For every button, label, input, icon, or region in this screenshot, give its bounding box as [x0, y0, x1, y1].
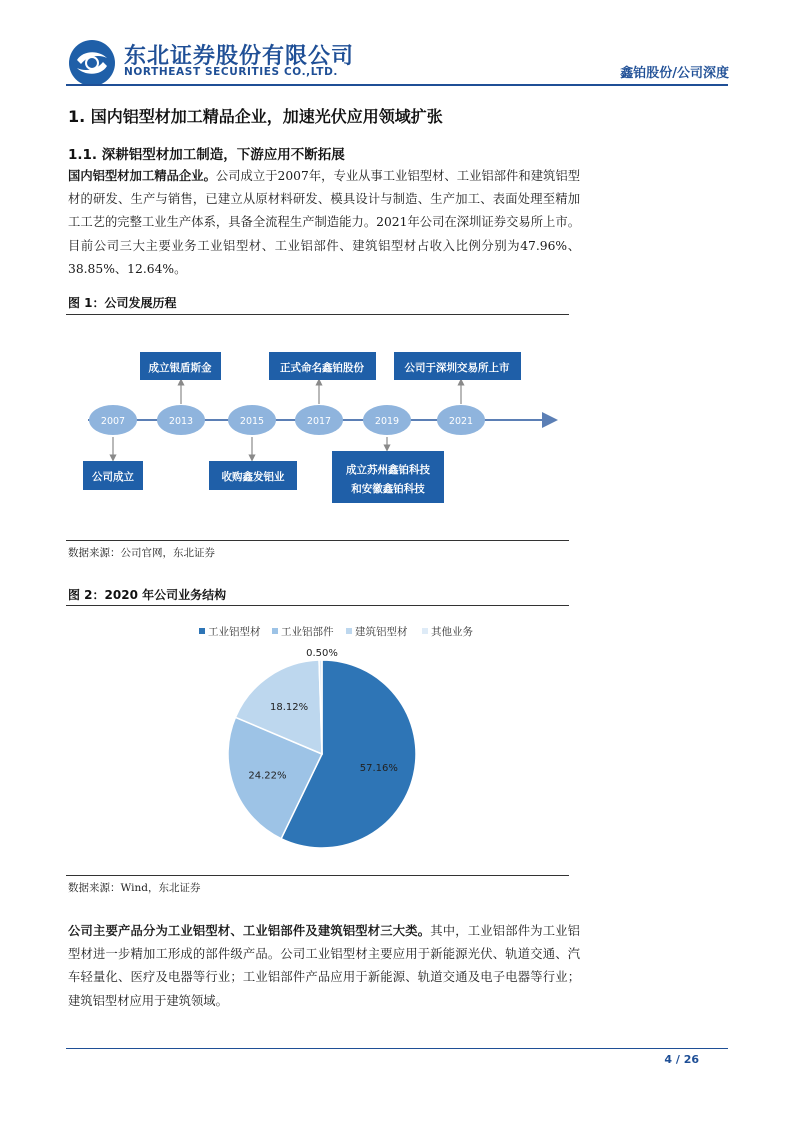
legend-label: 其他业务	[431, 626, 473, 638]
year-node-2017	[295, 405, 343, 435]
year-label: 2013	[168, 416, 194, 427]
report-tag: 鑫铂股份/公司深度	[620, 66, 729, 81]
intro-lead: 国内铝型材加工精品企业。	[68, 169, 216, 183]
page-number: 4 / 26	[664, 1053, 699, 1066]
event-text: 公司成立	[92, 471, 134, 483]
event-box-2021	[394, 352, 521, 380]
pie-data-label: 24.22%	[248, 770, 287, 782]
year-node-2013	[157, 405, 205, 435]
legend-swatch	[272, 628, 278, 634]
intro-paragraph	[68, 165, 580, 281]
event-text: 正式命名鑫铂股份	[280, 362, 364, 374]
company-logo-icon	[69, 40, 115, 86]
year-label: 2019	[374, 416, 400, 427]
event-box-2017	[269, 352, 376, 380]
year-label: 2021	[448, 416, 474, 427]
legend-entry	[346, 625, 408, 638]
company-name-cn: 东北证券股份有限公司	[124, 44, 355, 69]
pie-data-label: 57.16%	[359, 762, 398, 774]
timeline-diagram	[66, 320, 569, 540]
event-box-2019	[332, 451, 444, 503]
company-name-en: NORTHEAST SECURITIES CO.,LTD.	[124, 66, 338, 78]
section-heading: 1. 国内铝型材加工精品企业，加速光伏应用领域扩张	[68, 107, 443, 126]
products-lead: 公司主要产品分为工业铝型材、工业铝部件及建筑铝型材三大类。	[68, 924, 431, 938]
legend-label: 工业铝部件	[281, 626, 334, 638]
year-node-2007	[89, 405, 137, 435]
year-node-2019	[363, 405, 411, 435]
legend-entry	[199, 625, 261, 638]
event-text: 公司于深圳交易所上市	[404, 362, 510, 374]
year-node-2015	[228, 405, 276, 435]
event-box-2007	[83, 461, 143, 490]
event-box-2015	[209, 461, 297, 490]
legend-label: 工业铝型材	[208, 626, 261, 638]
products-paragraph	[68, 920, 580, 1013]
legend-swatch	[199, 628, 205, 634]
pie-data-label: 0.50%	[306, 648, 338, 659]
subsection-heading: 1.1. 深耕铝型材加工制造，下游应用不断拓展	[68, 147, 345, 163]
event-box-2013	[140, 352, 221, 380]
legend-swatch	[422, 628, 428, 634]
event-text: 成立银盾斯金	[148, 362, 212, 374]
intro-body: 公司成立于2007年，专业从事工业铝型材、工业铝部件和建筑铝型材的研发、生产与销售，已建立从原材料研发、模具设计与制造、生产加工、表面处理至精加工工艺的完整工业生产体系，具备全流程生产制造能力。2021年公司在深圳证券交易所上市。目前公司三大主要业务工业铝型材、工业铝部件、建筑铝型材占收入比例分别为47.96%、38.85%、12.64%。	[68, 169, 580, 276]
legend-entry	[272, 625, 334, 638]
year-label: 2017	[306, 416, 332, 427]
event-text: 收购鑫发铝业	[221, 471, 285, 483]
figure1-bottom-rule	[66, 540, 569, 541]
year-label: 2015	[239, 416, 265, 427]
figure2-source: 数据来源：Wind，东北证券	[68, 882, 201, 894]
legend-label: 建筑铝型材	[355, 626, 408, 638]
products-body: 其中，工业铝部件为工业铝型材进一步精加工形成的部件级产品。公司工业铝型材主要应用于新能源光伏、轨道交通、汽车轻量化、医疗及电器等行业；工业铝部件产品应用于新能源、轨道交通及电子电器等行业；建筑铝型材应用于建筑领域。	[68, 924, 580, 1008]
figure1-source: 数据来源：公司官网，东北证券	[68, 547, 215, 559]
footer-rule	[66, 1048, 728, 1049]
header-rule	[66, 84, 728, 86]
year-node-2021	[437, 405, 485, 435]
business-structure-pie-chart	[66, 612, 569, 874]
figure1-title: 图 1：公司发展历程	[68, 296, 177, 310]
event-text-line1: 成立苏州鑫铂科技	[346, 464, 430, 476]
pie-data-label: 18.12%	[269, 701, 309, 713]
legend-swatch	[346, 628, 352, 634]
event-text-line2: 和安徽鑫铂科技	[351, 483, 425, 495]
figure2-top-rule	[66, 605, 569, 606]
year-label: 2007	[100, 416, 126, 427]
figure2-title: 图 2：2020 年公司业务结构	[68, 588, 227, 602]
legend-entry	[422, 625, 473, 638]
figure1-top-rule	[66, 314, 569, 315]
figure2-bottom-rule	[66, 875, 569, 876]
